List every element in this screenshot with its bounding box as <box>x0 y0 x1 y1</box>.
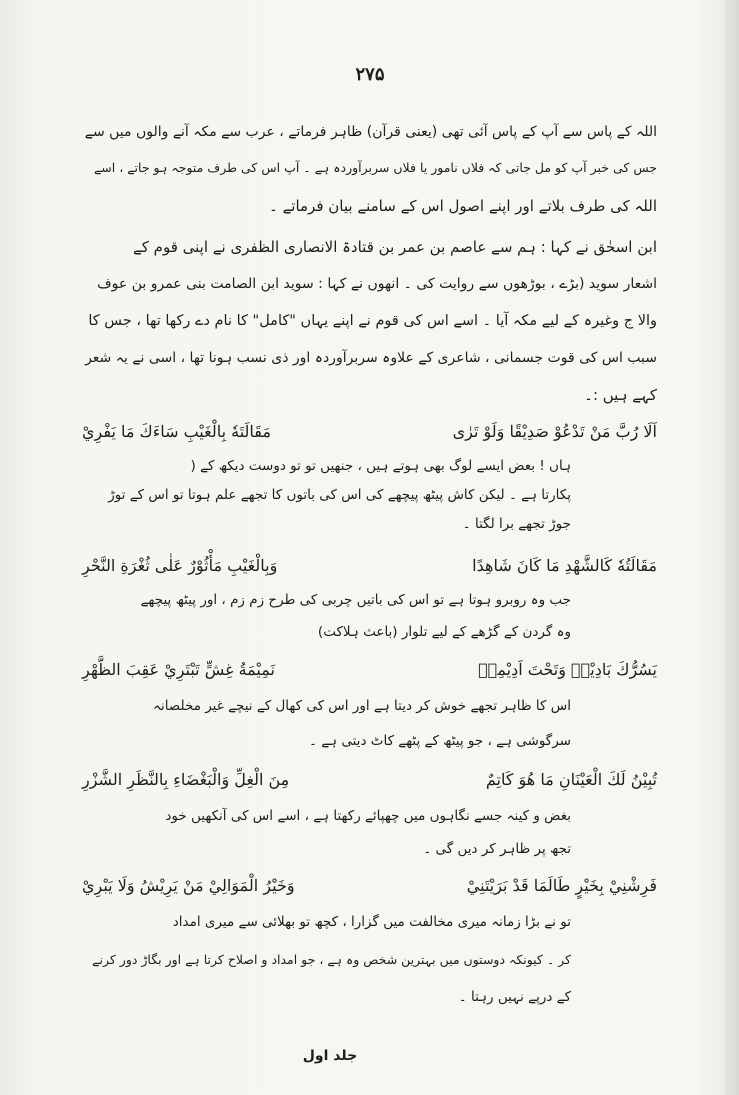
text-line: والا ج وغیرہ کے لیے مکہ آیا ۔ اسے اس کی قوم نے اپنے یہاں "کامل" کا نام دے رکھا تھا ، جس کا <box>88 313 657 329</box>
text-line: اشعار سوید (بڑے ، بوڑھوں سے روایت کی ۔ انھوں نے کہا : سوید ابن الصامت بنی عمرو بن عوف <box>97 276 657 292</box>
verse-translation: کر ۔ کیونکہ دوستوں میں بہترین شخص وہ ہے ، جو امداد و اصلاح کرتا ہے اور بگاڑ دور کرنے <box>92 952 571 967</box>
verse-translation: جب وہ روبرو ہوتا ہے تو اس کی باتیں چربی کی طرح زم زم ، اور پیٹھ پیچھے <box>140 592 571 608</box>
verse-hemistich-left: وَخَيْرُ الْمَوَالِيْ مَنْ يَرِيْشُ وَلَا يَبْرِيْ <box>82 876 295 895</box>
text-line: جس کی خبر آپ کو مل جاتی کہ فلاں نامور یا فلاں سربرآوردہ ہے ۔ آپ اس کی طرف متوجہ ہو جاتے ، اسے <box>93 160 657 175</box>
verse-translation: پکارتا ہے ۔ لیکن کاش پیٹھ پیچھے کی اس کی باتوں کا تجھے علم ہوتا تو اس کے توڑ <box>108 487 571 503</box>
verse-translation: ہاں ! بعض ایسے لوگ بھی ہوتے ہیں ، جنھیں تو تو دوست دیکھ کے ( <box>190 458 571 474</box>
verse-translation: بغض و کینہ جسے نگاہوں میں چھپائے رکھتا ہے ، اسے اس کی آنکھیں خود <box>165 808 571 824</box>
text-line: اللہ کے پاس سے آپ کے پاس آئی تھی (یعنی قرآن) ظاہر فرماتے ، عرب سے مکہ آنے والوں میں سے <box>84 124 657 140</box>
verse-translation: تو نے بڑا زمانہ میری مخالفت میں گزارا ، کچھ تو بھلائی سے میری امداد <box>172 914 571 930</box>
text-line: اللہ کی طرف بلاتے اور اپنے اصول اس کے سامنے بیان فرماتے ۔ <box>268 197 657 215</box>
verse-hemistich-right: اَلَا رُبَّ مَنْ تَدْعُوْ صَدِيْقًا وَلَوْ تَرٰى <box>452 422 657 441</box>
verse-hemistich-left: نَمِيْمَةُ غِشٍّ تَبْتَرِيْ عَقِبَ الظَّهْرِ <box>82 660 275 679</box>
text-line: ابن اسحٰق نے کہا : ہم سے عاصم بن عمر بن قتادۃ الانصاری الظفری نے اپنی قوم کے <box>132 238 657 256</box>
verse-translation: اس کا ظاہر تجھے خوش کر دیتا ہے اور اس کی کھال کے نیچے غیر مخلصانہ <box>153 698 571 714</box>
verse-hemistich-right: فَرِشْنِيْ بِخَيْرٍ طَالَمَا قَدْ بَرَيْتَنِيْ <box>466 876 657 895</box>
verse-translation: تجھ پر ظاہر کر دیں گی ۔ <box>423 841 571 857</box>
page-edge <box>725 0 739 1095</box>
volume-footer: جلد اول <box>302 1048 358 1064</box>
verse-hemistich-left: مَقَالَتَهٗ بِالْغَيْبِ سَاءَكَ مَا يَفْرِيْ <box>82 422 271 441</box>
verse-hemistich-left: وَبِالْغَيْبِ مَأْثُوْرٌ عَلٰى ثُغْرَةِ النَّحْرِ <box>82 556 278 575</box>
verse-hemistich-right: يَسُرُّكَ بَادِيْهٖ وَتَحْتَ اَدِيْمِهٖ <box>478 660 657 679</box>
verse-hemistich-right: مَقَالَتُهٗ كَالشَّهْدِ مَا كَانَ شَاهِدًا <box>472 556 657 575</box>
page-number: ۲۷۵ <box>355 64 385 85</box>
text-line: سبب اس کی قوت جسمانی ، شاعری کے علاوہ سربرآوردہ اور ذی نسب ہونا تھا ، اسی نے یہ شعر <box>85 350 657 366</box>
verse-translation: سرگوشی ہے ، جو پیٹھ کے پٹھے کاٹ دیتی ہے ۔ <box>309 733 571 749</box>
text-line: کہے ہیں :۔ <box>584 386 657 404</box>
verse-hemistich-left: مِنَ الْغِلِّ وَالْبَغْضَاءِ بِالنَّظَرِ الشَّزْرِ <box>82 770 290 789</box>
verse-translation: کے درپے نہیں رہتا ۔ <box>458 989 571 1005</box>
verse-translation: وہ گردن کے گڑھے کے لیے تلوار (باعث ہلاکت) <box>317 624 571 640</box>
verse-translation: جوڑ تجھے برا لگتا ۔ <box>462 516 571 532</box>
verse-hemistich-right: تُبِيْنُ لَكَ الْعَيْنَانِ مَا هُوَ كَاتِمٌ <box>485 770 657 789</box>
